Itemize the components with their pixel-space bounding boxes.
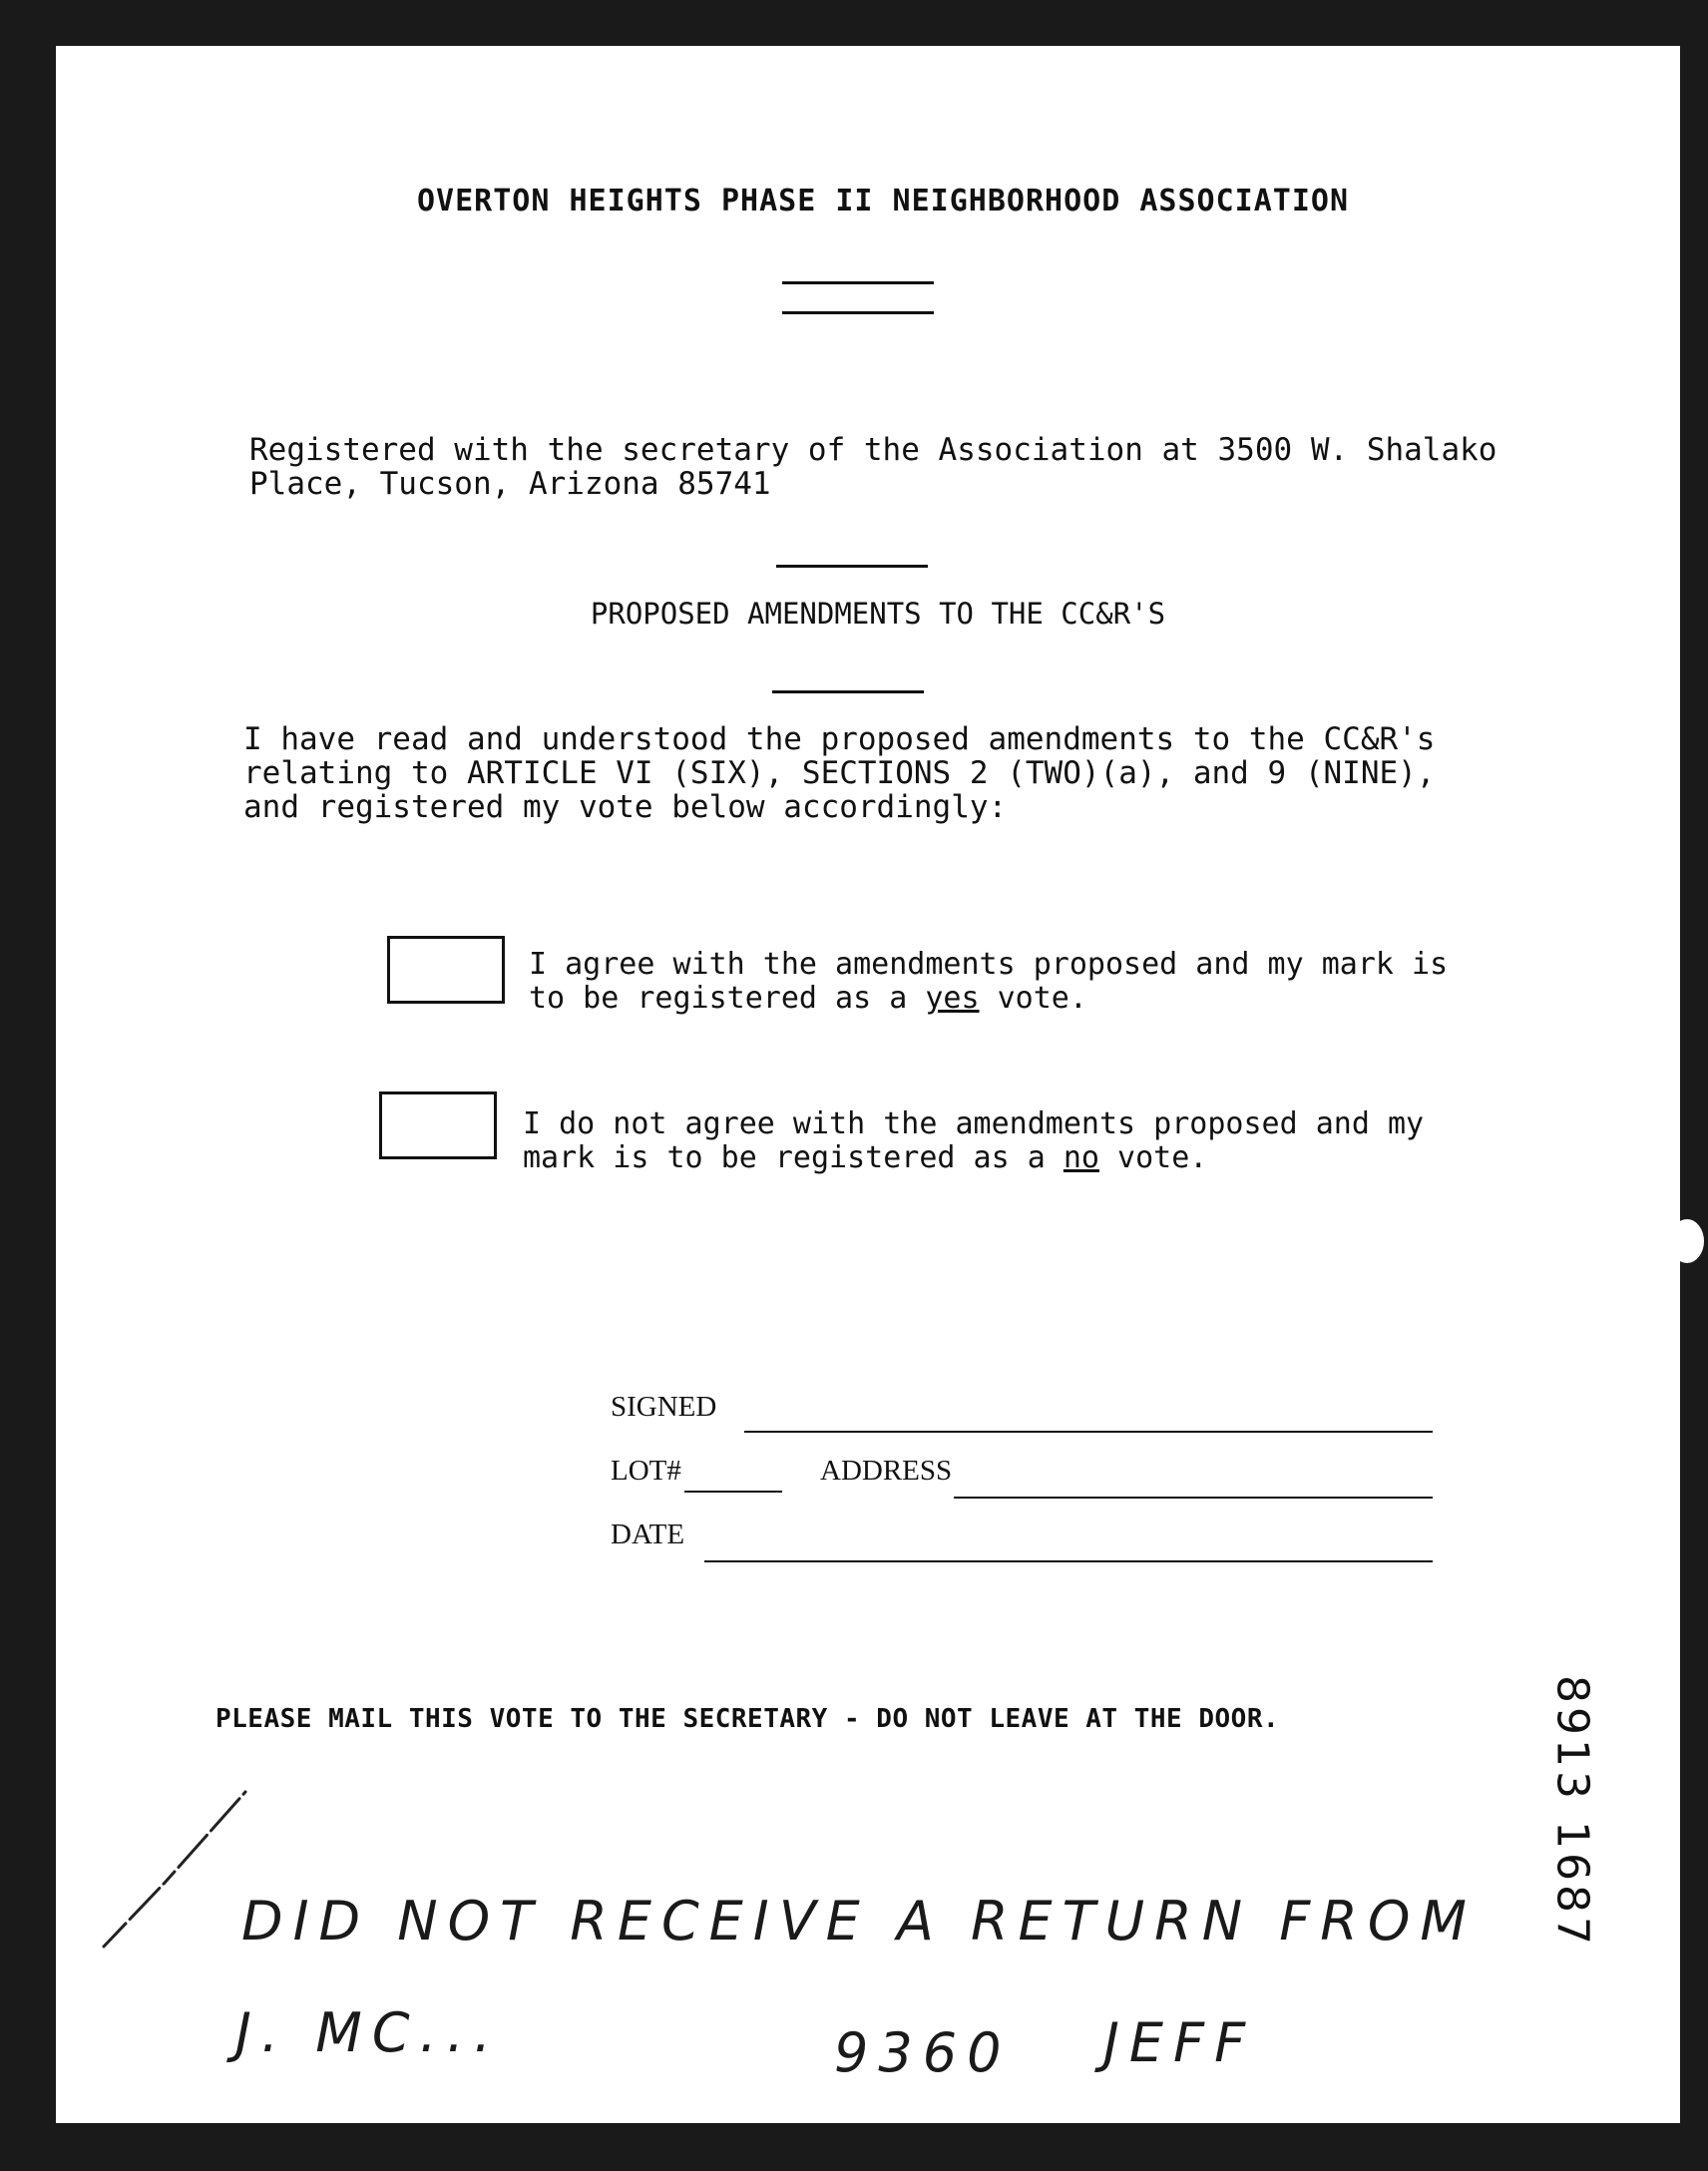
stamp-number: 8913 1687 [1546,1675,1598,1949]
margin-blot [1670,1219,1704,1263]
no-vote-text: I do not agree with the amendments proposed and my mark is to be registered as a [523,1106,1425,1175]
address-label: ADDRESS [820,1455,953,1487]
registration-text: Registered with the secretary of the Association at 3500 W. Shalako Place, Tucson, Arizona 85741 [249,432,1497,502]
address-line[interactable] [954,1497,1433,1499]
association-title: OVERTON HEIGHTS PHASE II NEIGHBORHOOD ASSOCIATION [416,184,1349,218]
signed-line[interactable] [744,1431,1433,1433]
no-vote-checkbox[interactable] [379,1091,497,1159]
no-keyword: no [1063,1140,1099,1175]
statement-text: I have read and understood the proposed amendments to the CC&R's relating to ARTICLE VI (SIX), SECTIONS 2 (TWO)(a), and 9 (NINE), and registered my vote below accordingly: [243,721,1436,825]
title-divider-1 [782,281,934,284]
mail-instruction: PLEASE MAIL THIS VOTE TO THE SECRETARY - DO NOT LEAVE AT THE DOOR. [215,1704,1280,1734]
handwritten-line-4: JEFF [1103,2011,1256,2074]
handwritten-line-3: 9360 [834,2021,1012,2084]
heading-divider-bottom [772,690,924,693]
signed-label: SIGNED [611,1391,717,1423]
yes-vote-suffix: vote. [979,981,1087,1016]
yes-keyword: yes [925,981,980,1016]
document-page [56,46,1680,2123]
handwritten-slash [96,1782,255,1952]
yes-vote-label [529,948,1487,1016]
handwritten-line-1: DID NOT RECEIVE A RETURN FROM [241,1890,1477,1953]
yes-vote-checkbox[interactable] [387,936,505,1004]
no-vote-label [523,1107,1481,1175]
date-label: DATE [611,1519,685,1550]
heading-divider-top [776,565,928,568]
handwritten-line-2: J. MC... [235,2001,502,2064]
no-vote-suffix: vote. [1098,1140,1208,1175]
amendments-heading: PROPOSED AMENDMENTS TO THE CC&R'S [590,597,1166,631]
yes-vote-text: I agree with the amendments proposed and my mark is to be registered as a [529,947,1449,1016]
title-divider-2 [782,311,934,314]
lot-label: LOT# [611,1455,681,1487]
date-line[interactable] [704,1560,1433,1562]
document-stamp [1532,1602,1612,2021]
lot-line[interactable] [684,1491,782,1493]
